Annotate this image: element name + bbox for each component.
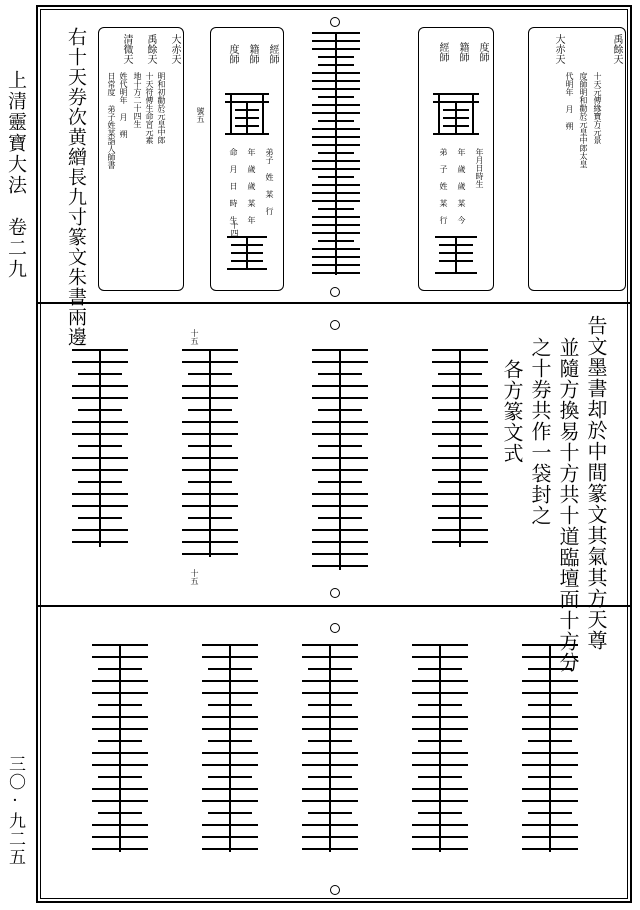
seal-script-talisman-icon: [431, 233, 481, 277]
certificate-line: 十天符傳生命宮元素: [145, 72, 154, 144]
heaven-name: 禹餘天: [611, 34, 622, 64]
certificate-line: 年 歲 歲 某 今: [457, 148, 466, 224]
certificate-line: 年月日時生: [475, 148, 484, 188]
panel-divider: [38, 302, 630, 304]
panel-divider: [38, 605, 630, 607]
heaven-name: 禹餘天: [145, 34, 156, 64]
heaven-name: 大赤天: [553, 34, 564, 64]
binding-hole-icon: [330, 320, 340, 330]
certificate-line: 年 歲 歲 某 年: [247, 148, 256, 224]
seal-script-talisman-icon: [221, 88, 273, 140]
page-note: 十五: [190, 569, 199, 585]
certificate-line: 代明年 月 朔: [565, 72, 574, 130]
certificate-line: 度師明和勸於元皇中郎太皇: [579, 72, 588, 168]
seal-script-talisman-icon: [88, 637, 608, 877]
panel1-heading: 右十天券次黄繒長九寸篆文朱書兩邊: [65, 27, 87, 347]
book-title: 上清靈寶大法 卷二九: [5, 70, 27, 280]
certificate-line: 弟 子 姓 某 行: [439, 148, 448, 224]
instruction-line: 之十券共作一袋封之: [528, 337, 552, 526]
certificate-line: 地十方二十四生: [133, 72, 142, 128]
seal-script-talisman-icon: [306, 25, 366, 290]
certificate-box: [528, 27, 626, 291]
certificate-line: 明和初勸於元皇中郎: [157, 72, 166, 144]
certificate-box: [418, 27, 494, 291]
master-title: 籍師: [457, 42, 468, 62]
page-number: 三〇·九二五: [5, 755, 25, 866]
page-margin: [0, 0, 36, 910]
master-title: 度師: [477, 42, 488, 62]
master-title: 度師: [227, 44, 238, 64]
heaven-name: 清微天: [121, 34, 132, 64]
page-note: 十五: [190, 329, 199, 345]
binding-hole-icon: [330, 885, 340, 895]
instruction-line: 各方篆文式: [500, 359, 524, 464]
master-title: 經師: [267, 44, 278, 64]
certificate-line: 弟子 姓 某 行: [265, 148, 274, 215]
page-note: 號五: [196, 107, 205, 123]
master-title: 經師: [437, 42, 448, 62]
certificate-line: 十天元傳緣寶方元景: [593, 72, 602, 144]
binding-hole-icon: [330, 623, 340, 633]
heaven-name: 大赤天: [169, 34, 180, 64]
master-title: 籍師: [247, 44, 258, 64]
certificate-line: 命 月 日 時 生: [229, 148, 238, 224]
certificate-box: [98, 27, 184, 291]
seal-script-talisman-icon: [223, 233, 271, 273]
instruction-line: 並隨方換易十方共十道臨壇面十方分: [556, 337, 580, 673]
instruction-line: 告文墨書却於中間篆文其氣其方天尊: [584, 315, 608, 651]
certificate-line: 日常度 弟子姓某詣人師書: [107, 72, 116, 169]
seal-script-talisman-icon: [429, 88, 483, 140]
certificate-box: [210, 27, 284, 291]
seal-script-talisman-icon: [68, 342, 558, 582]
page-note: 十四: [230, 221, 239, 237]
binding-hole-icon: [330, 588, 340, 598]
certificate-line: 姓代明年 月 朔: [119, 72, 128, 138]
page-frame: [36, 5, 632, 903]
